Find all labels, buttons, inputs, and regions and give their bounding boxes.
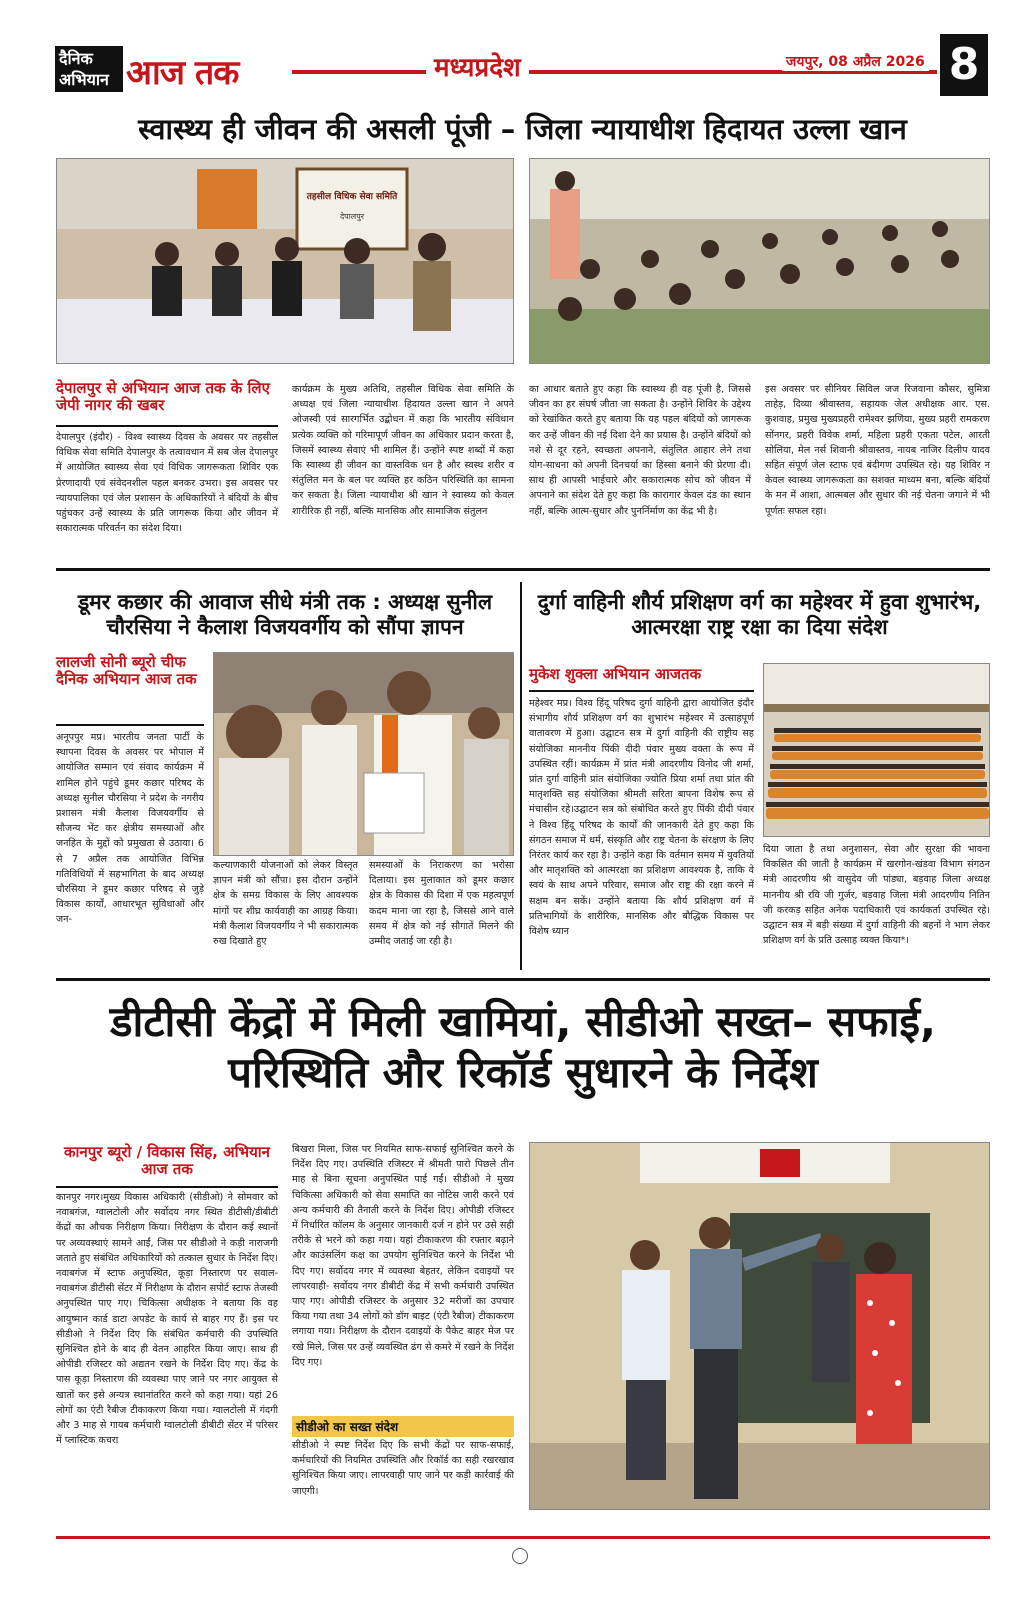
story1-col2: कार्यक्रम के मुख्य अतिथि, तहसील विधिक सेवा समिति के अध्यक्ष एवं जिला न्यायाधीश हिदायत उल्ला खान ने अपने ओजस्वी एवं सारगर्भित उद्बोधन में कहा कि भारतीय संविधान प्रत्येक व्यक्ति को गरिमापूर्ण जीवन का अधिकार प्रदान करता है, जिसमें स्वास्थ्य सेवाएं भी शामिल हैं। उन्होंने स्पष्ट शब्दों में कहा कि स्वास्थ्य ही जीवन का वास्तविक धन है और स्वस्थ शरीर व संतुलित मन के बल पर व्यक्ति हर कठिन परिस्थिति का सामना कर सकता है। जिला न्यायाधीश श्री खान ने स्वास्थ्य को केवल शारीरिक ही नहीं, बल्कि मानसिक और सामाजिक संतुलन (292, 384, 514, 517)
story4-col3: सीडीओ ने स्पष्ट निर्देश दिए कि सभी केंद्रों पर साफ-सफाई, कर्मचारियों की नियमित उपस्थिति और रिकॉर्ड का सही रखरखाव सुनिश्चित किया जाए। लापरवाही पाए जाने पर कड़ी कार्रवाई की जाएगी। (292, 1440, 514, 1497)
story1-bottom-rule (56, 568, 990, 571)
story1-photo-inmates (529, 158, 990, 364)
section-title: मध्यप्रदेश (426, 48, 529, 84)
story4-subhead: सीडीओ का सख्त संदेश (292, 1416, 514, 1437)
logo-aaj-tak: आज तक (126, 53, 239, 93)
story2-photo-meeting (213, 652, 514, 856)
story1-photo-dignitaries (56, 158, 514, 364)
story4-byline: कानपुर ब्यूरो / विकास सिंह, अभियान आज तक (64, 1143, 270, 1179)
registration-mark (512, 1548, 528, 1564)
photo-training-illustration (764, 664, 990, 837)
byline-rule (529, 690, 754, 692)
photo-dignitaries-illustration (57, 159, 514, 364)
photo-inspection-illustration (530, 1143, 990, 1510)
story1-headline: स्वास्थ्य ही जीवन की असली पूंजी – जिला न्यायाधीश हिदायत उल्ला खान (138, 112, 907, 146)
logo-line1: दैनिक (59, 49, 93, 68)
photo-banner-sub: देपालपुर (339, 212, 365, 221)
byline-rule (56, 1186, 278, 1188)
photo-inmates-illustration (530, 159, 990, 364)
story2-col3: समस्याओं के निराकरण का भरोसा दिलाया। इस मुलाकात को डूमर कछार क्षेत्र के विकास की दिशा में एक महत्वपूर्ण कदम माना जा रहा है, जिससे आने वाले समय में क्षेत्र को नई सौगातें मिलने की उम्मीद जताई जा रही है। (369, 860, 514, 948)
story3-byline: मुकेश शुक्ला अभियान आजतक (529, 665, 702, 683)
byline-rule (56, 724, 204, 726)
story4-col1: कानपुर नगर।मुख्य विकास अधिकारी (सीडीओ) ने सोमवार को नवाबगंज, ग्वालटोली और सर्वोदय नगर स्थित डीटीसी/डीबीटी केंद्रों का औचक निरीक्षण किया। निरीक्षण के दौरान कई स्थानों पर अव्यवस्थाएं सामने आईं, जिस पर सीडीओ ने कड़ी नाराजगी जताते हुए संबंधित अधिकारियों को तत्काल सुधार के निर्देश दिए। नवाबगंज में स्टाफ अनुपस्थित, कूड़ा निस्तारण पर सवाल- नवाबगंज डीटीसी सेंटर में निरीक्षण के दौरान सपोर्ट स्टाफ तेजस्वी अनुपस्थित पाए गए। चिकित्सा अधीक्षक ने बताया कि वह आयुष्मान कार्ड डाटा अपडेट के कार्य से बाहर गए हैं। इस पर सीडीओ ने निर्देश दिए कि संबंधित कर्मचारी की उपस्थिति सुनिश्चित होने के बाद ही वेतन आहरित किया जाए। साथ ही ओपीडी रजिस्टर को अद्यतन रखने के निर्देश दिए गए। केंद्र के पास कूड़ा निस्तारण की व्यवस्था पाए जाने पर नगर आयुक्त से खातों कर इसे अन्यत्र स्थानांतरित करने को कहा गया। यहां 26 लोगों का एंटी रैबीज टीकाकरण किया गया। ग्वालटोली में गंदगी और 3 माह से गायब कर्मचारी ग्वालटोली डीबीटी सेंटर में परिसर में प्लास्टिक कचरा (56, 1192, 278, 1447)
issue-date: जयपुर, 08 अप्रैल 2026 (782, 52, 929, 71)
logo-daink-abhiyan (55, 46, 123, 92)
story4-col2: बिखरा मिला, जिस पर नियमित साफ-सफाई सुनिश्चित करने के निर्देश दिए गए। उपस्थिति रजिस्टर में श्रीमती पारो पिछले तीन माह से बिना सूचना अनुपस्थित पाई गईं। सीडीओ ने मुख्य चिकित्सा अधिकारी को सेवा समाप्ति का नोटिस जारी करने एवं अन्य कर्मचारी की तैनाती करने के निर्देश दिए। ओपीडी रजिस्टर में निर्धारित कॉलम के अनुसार जानकारी दर्ज न होने पर उसे सही तरीके से भरने को कहा गया। यहां टीकाकरण की रफ्तार बढ़ाने और काउंसलिंग कक्ष का उपयोग सुनिश्चित करने के निर्देश भी दिए गए। सर्वोदय नगर में व्यवस्था बेहतर, लेकिन दवाइयों पर लापरवाही- सर्वोदय नगर डीबीटी केंद्र में सभी कर्मचारी उपस्थित पाए गए। ओपीडी रजिस्टर के अनुसार 32 मरीजों का उपचार किया गया तथा 34 लोगों को डॉग बाइट (एंटी रैबीज) टीकाकरण लगाया गया। निरीक्षण के दौरान दवाइयों के पैकेट बाहर मेज पर रखे मिले, जिस पर उन्हें व्यवस्थित ढंग से कमरे में रखने के निर्देश दिए गए। (292, 1144, 514, 1368)
story3-bottom-rule (56, 978, 990, 981)
page-bottom-rule (56, 1536, 990, 1539)
story1-col1: देपालपुर (इंदौर) - विश्व स्वास्थ्य दिवस के अवसर पर तहसील विधिक सेवा समिति देपालपुर के तत्वावधान में सब जेल देपालपुर में आयोजित स्वास्थ्य सेवा एवं विधिक जागरूकता शिविर एक प्रेरणादायी एवं संवेदनशील पहल बनकर उभरा। इस अवसर पर न्यायपालिका एवं जेल प्रशासन के अधिकारियों ने बंदियों के बीच पहुंचकर उन्हें स्वास्थ्य के प्रति जागरूक किया और जीवन में सकारात्मक परिवर्तन का संदेश दिया। (56, 432, 278, 535)
page-number: 8 (940, 34, 988, 96)
story2-col2: कल्याणकारी योजनाओं को लेकर विस्तृत ज्ञापन मंत्री को सौंपा। इस दौरान उन्होंने क्षेत्र के समग्र विकास के लिए आवश्यक मांगों पर शीघ्र कार्यवाही का आग्रह किया। मंत्री कैलाश विजयवर्गीय ने भी सकारात्मक रुख दिखाते हुए (213, 860, 358, 948)
byline-rule (56, 425, 278, 427)
photo-banner-text: तहसील विधिक सेवा समिति (306, 192, 398, 202)
photo-meeting-illustration (214, 653, 514, 856)
story2-col1: अनूपपुर मप्र। भारतीय जनता पार्टी के स्थापना दिवस के अवसर पर भोपाल में आयोजित सम्मान एवं संवाद कार्यक्रम में शामिल होने पहुंचे डूमर कछार परिषद के अध्यक्ष सुनील चौरसिया ने प्रदेश के नगरीय प्रशासन मंत्री कैलाश विजयवर्गीय से सौजन्य भेंट कर क्षेत्रीय समस्याओं और जनहित के मुद्दों को प्रमुखता से उठाया। 6 से 7 अप्रैल तक आयोजित विभिन्न गतिविधियों में सहभागिता के बाद अध्यक्ष चौरसिया ने डूमर कछार परिषद से जुड़े विकास कार्यों, आधारभूत सुविधाओं और जन- (56, 732, 204, 926)
story1-col4: इस अवसर पर सीनियर सिविल जज रिजवाना कौसर, सुमित्रा ताहेड़, दिव्या श्रीवास्तव, सहायक जेल अधीक्षक आर. एस. कुशवाह, प्रमुख मुख्यप्रहरी रामेश्वर झणिया, मुख्य प्रहरी रामकरण सोंनगर, प्रहरी विवेक शर्मा, महिला प्रहरी एकता पटेल, आरती सोलिया, मेल नर्स शिवानी श्रीवास्तव, नायब नाजिर दिलीप यादव सहित संपूर्ण जेल स्टाफ एवं बंदीगण उपस्थित रहे। यह शिविर न केवल स्वास्थ्य जागरूकता का सशक्त माध्यम बना, बल्कि बंदियों के मन में आशा, आत्मबल और सुधार की नई चेतना जगाने में भी पूर्णतः सफल रहा। (765, 384, 990, 517)
story4-photo-inspection (529, 1142, 990, 1510)
column-divider (520, 582, 522, 970)
story3-headline: दुर्गा वाहिनी शौर्य प्रशिक्षण वर्ग का महेश्वर में हुवा शुभारंभ, आत्मरक्षा राष्ट्र रक्षा का दिया संदेश (537, 590, 982, 639)
story2-headline: डूमर कछार की आवाज सीधे मंत्री तक : अध्यक्ष सुनील चौरसिया ने कैलाश विजयवर्गीय को सौंपा ज्ञापन (77, 590, 493, 639)
story3-col2: दिया जाता है तथा अनुशासन, सेवा और सुरक्षा की भावना विकसित की जाती है कार्यक्रम में खरगोन-खंडवा विभाग संगठन मंत्री आदरणीय श्री वासुदेव जी पांड्या, बड़वाह जिला अध्यक्ष माननीय श्री रवि जी गुर्जर, बड़वाह जिला मंत्री आदरणीय नितिन जी करकड़ सहित अनेक पदाधिकारी एवं कार्यकर्ता उपस्थित रहे। उद्घाटन सत्र में बड़ी संख्या में दुर्गा वाहिनी की बहनों ने भाग लेकर प्रशिक्षण वर्ग के प्रति उत्साह व्यक्त किया*। (763, 844, 990, 947)
story4-headline: डीटीसी केंद्रों में मिली खामियां, सीडीओ सख्त– सफाई, परिस्थिति और रिकॉर्ड सुधारने के निर्देश (110, 997, 936, 1098)
story3-col1: महेश्वर मप्र। विश्व हिंदू परिषद दुर्गा वाहिनी द्वारा आयोजित इंदौर संभागीय शौर्य प्रशिक्षण वर्ग का शुभारंभ महेश्वर में उत्साहपूर्ण वातावरण में हुआ। उद्घाटन सत्र में दुर्गा वाहिनी की राष्ट्रीय सह संयोजिका माननीय पिंकी दीदी पंवार मुख्य वक्ता के रूप में उपस्थित रहीं। कार्यक्रम में प्रांत मंत्री आदरणीय विनोद जी शर्मा, प्रांत दुर्गा वाहिनी प्रांत संयोजिका ज्योति प्रिया शर्मा तथा प्रांत की मातृशक्ति सह संयोजिका श्रीमती सरिता बापना विशेष रूप से मंचासीन रहे।उद्घाटन सत्र को संबोधित करते हुए पिंकी दीदी पंवार ने विश्व हिंदू परिषद के कार्यों की जानकारी देते हुए कहा कि संगठन समाज में धर्म, संस्कृति और राष्ट्र चेतना के संरक्षण के लिए निरंतर कार्य कर रहा है। उन्होंने कहा कि वर्तमान समय में युवतियों और मातृशक्ति को आत्मरक्षा का प्रशिक्षण आवश्यक है, ताकि वे स्वयं के साथ अपने परिवार, समाज और राष्ट्र की रक्षा करने में सक्षम बन सकें। उन्होंने बताया कि शौर्य प्रशिक्षण वर्ग में प्रतिभागियों के शारीरिक, मानसिक और बौद्धिक विकास पर विशेष ध्यान (529, 698, 754, 938)
story2-byline: लालजी सोनी ब्यूरो चीफ दैनिक अभियान आज तक (56, 653, 197, 689)
story3-photo-training (763, 663, 990, 837)
logo-line2: अभियान (59, 70, 109, 89)
story1-byline: देपालपुर से अभियान आज तक के लिए जेपी नागर की खबर (56, 379, 270, 415)
story1-col3: का आधार बताते हुए कहा कि स्वास्थ्य ही वह पूंजी है, जिससे जीवन का हर संघर्ष जीता जा सकता है। उन्होंने शिविर के उद्देश्य को रेखांकित करते हुए बताया कि यह पहल बंदियों को जागरूक कर उन्हें जीवन की नई दिशा देने का प्रयास है। उन्होंने बंदियों को नशे से दूर रहने, स्वच्छता अपनाने, संतुलित आहार लेने तथा योग-साधना को अपनी दिनचर्या का हिस्सा बनाने की प्रेरणा दी। साथ ही आपसी भाईचारे और सकारात्मक सोच को जीवन में अपनाने का संदेश देते हुए कहा कि कारागार केवल दंड का स्थान नहीं, बल्कि आत्म-सुधार और पुनर्निर्माण का केंद्र भी है। (529, 384, 751, 517)
